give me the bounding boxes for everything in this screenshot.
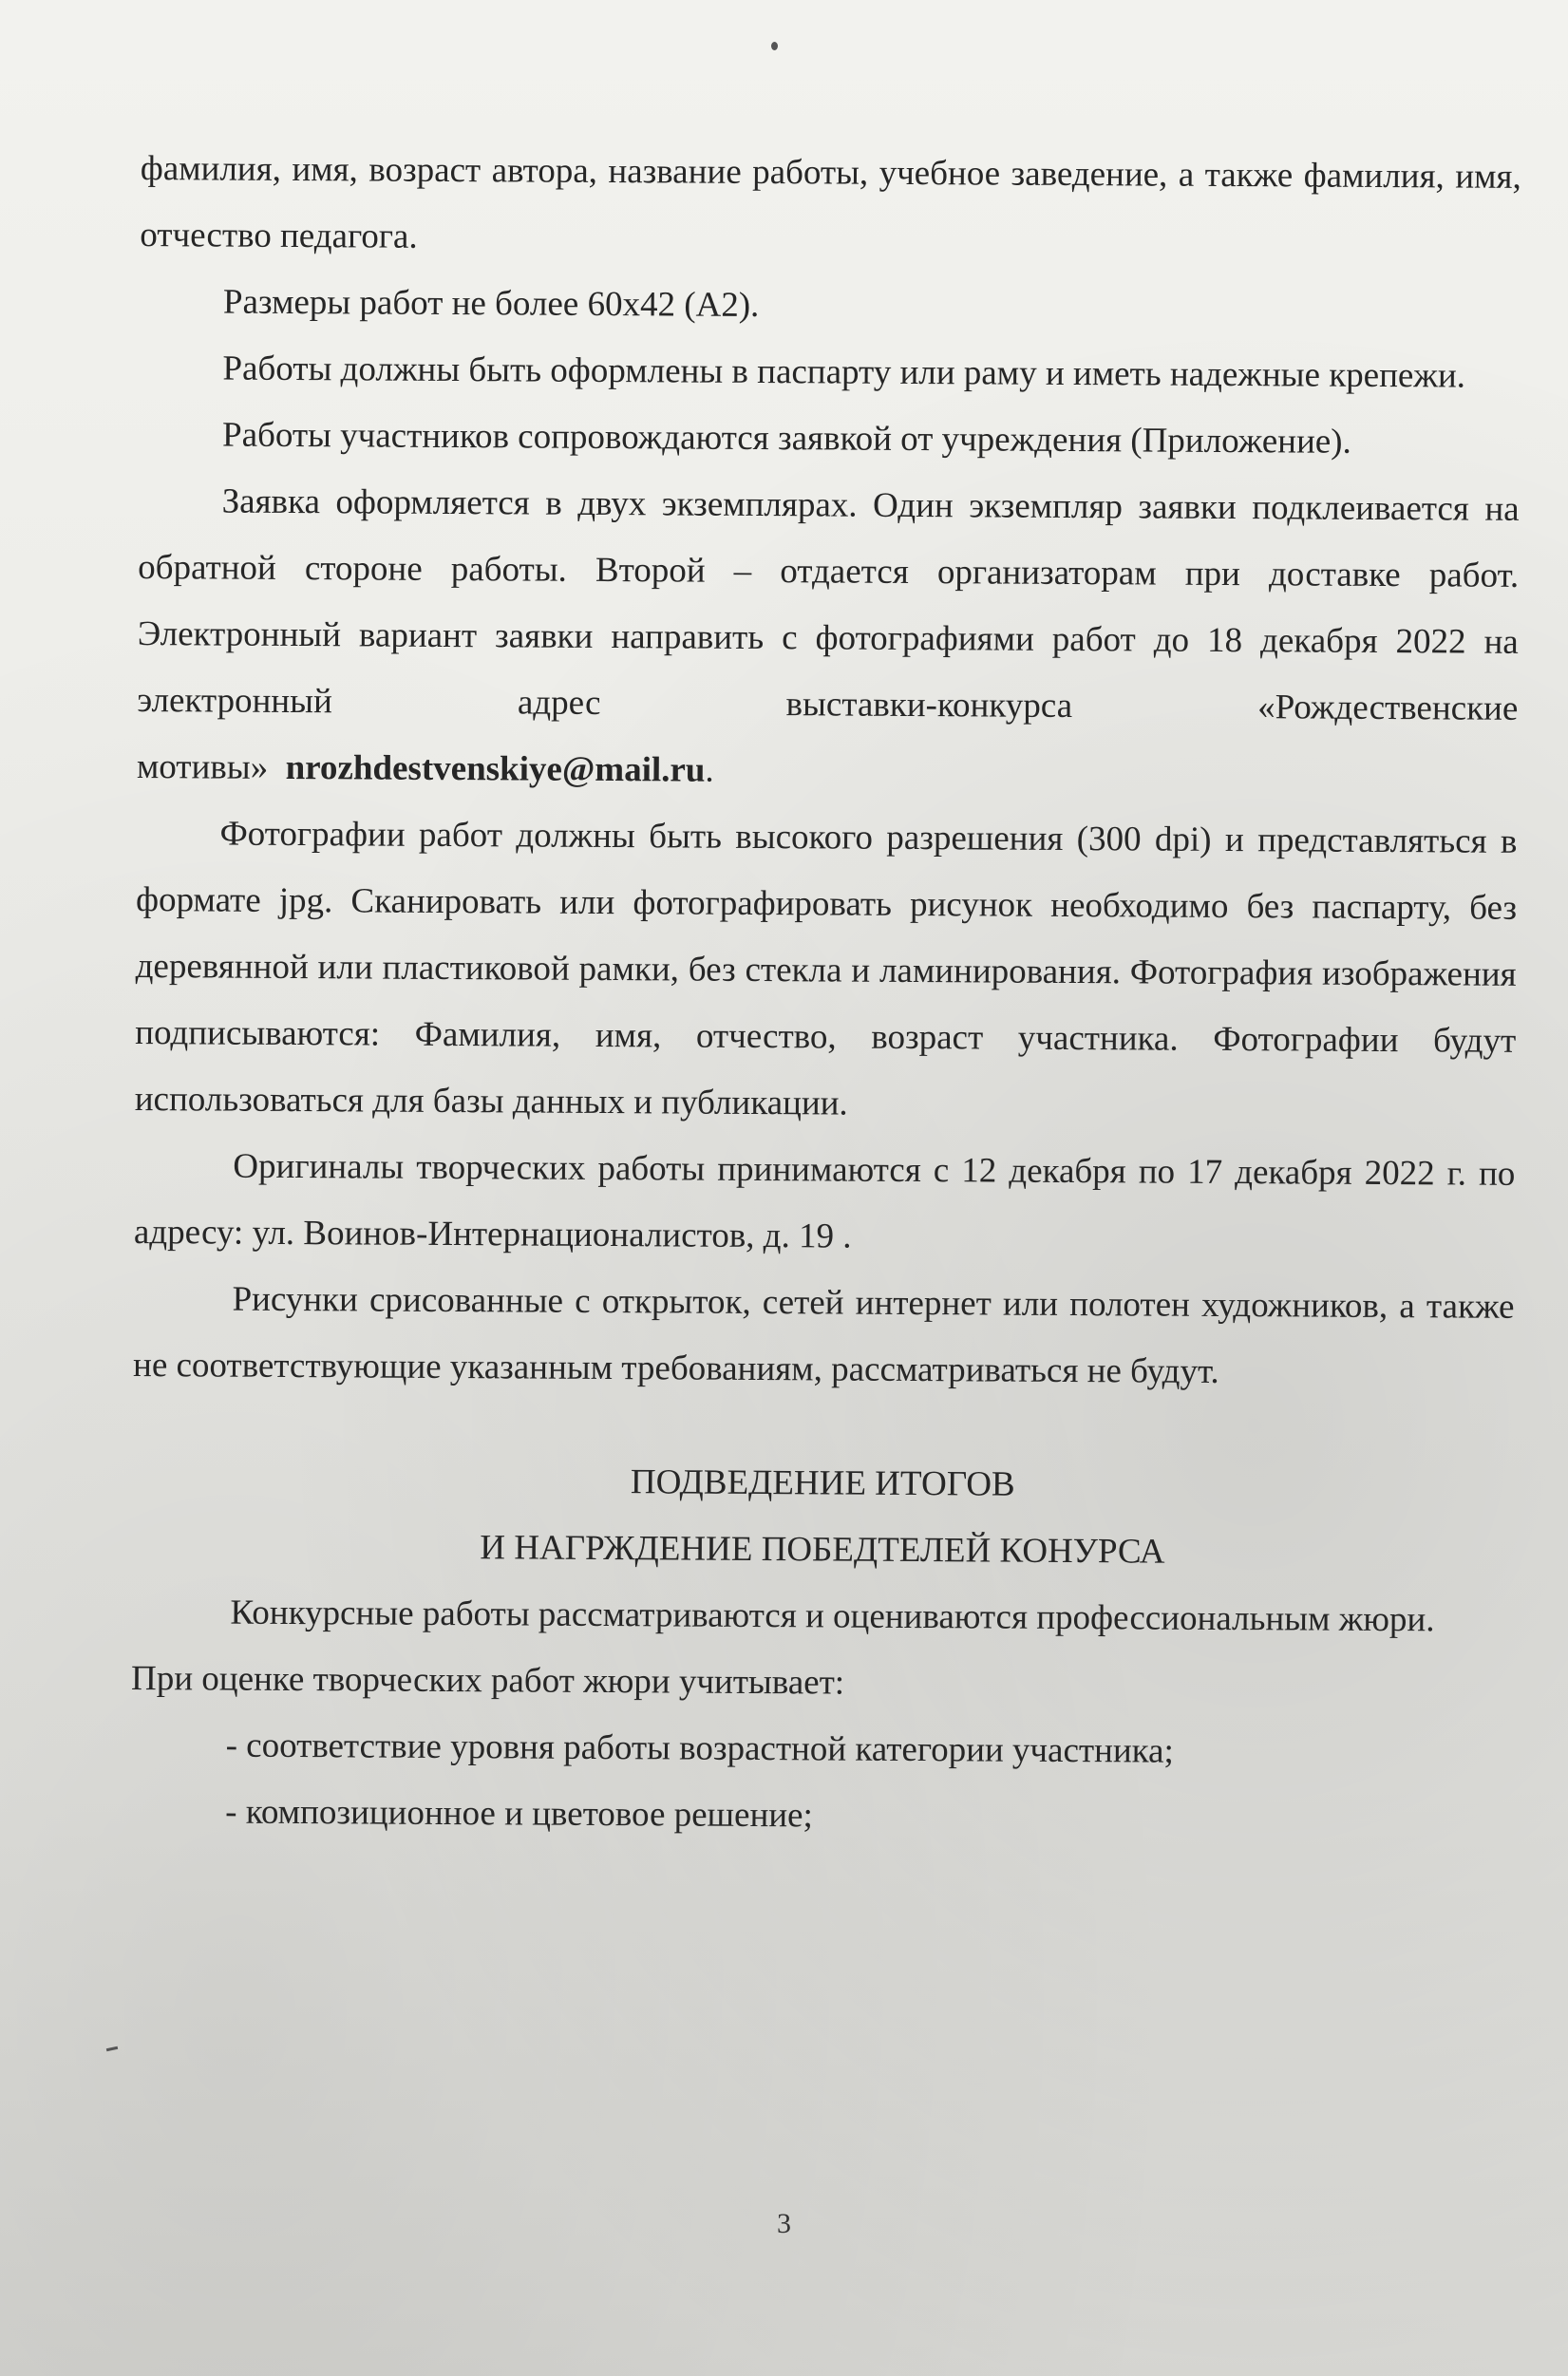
- criteria-item: - композиционное и цветовое решение;: [225, 1792, 813, 1836]
- paragraph-photo-requirements: Фотографии работ должны быть высокого разрешения (300 dpi) и представляться в формате jpg. Сканировать или фотографировать рисунок необходимо без паспарту, без деревянной или пластиковой рамки, без стекла и ламинирования. Фотография изображения подписываются: Фамилия, имя, отчество, возраст участника. Фотографии будут использоваться для базы данных и публикации.: [134, 814, 1518, 1123]
- paragraph-originals: Оригиналы творческих работы принимаются с 12 декабря по 17 декабря 2022 г. по адресу: ул. Воинов-Интернационалистов, д. 19 .: [133, 1146, 1516, 1256]
- paragraph-application: Работы участников сопровождаются заявкой от учреждения (Приложение).: [221, 415, 1351, 462]
- paragraph-jury: Конкурсные работы рассматриваются и оцениваются профессиональным жюри.: [230, 1593, 1435, 1640]
- paragraph-application-copies: [137, 468, 1520, 809]
- paragraph-copied-drawings: Рисунки срисованные с открыток, сетей интернет или полотен художников, а также не соответствующие указанным требованиям, рассматриваться не будут.: [132, 1279, 1515, 1391]
- criteria-lead: При оценке творческих работ жюри учитывает:: [130, 1658, 845, 1703]
- scan-mark: [106, 2046, 118, 2051]
- heading-line-1: ПОДВЕДЕНИЕ ИТОГОВ: [630, 1462, 1015, 1504]
- paragraph-framing: Работы должны быть оформлены в паспарту или раму и иметь надежные крепежи.: [222, 349, 1466, 396]
- application-copies-text: Заявка оформляется в двух экземплярах. Один экземпляр заявки подклеивается на обратной стороне работы. Второй – отдается организаторам при доставке работ. Электронный вариант заявки направить с фотографиями работ до 18 декабря 2022 на электронный адрес выставки-конкурса «Рождественские мотивы»: [136, 481, 1520, 787]
- heading-line-2: И НАГРЖДЕНИЕ ПОБЕДТЕЛЕЙ КОНУРСА: [480, 1528, 1165, 1572]
- criteria-item: - соответствие уровня работы возрастной категории участника;: [225, 1725, 1174, 1771]
- document-body: [130, 136, 1521, 1854]
- paragraph-sizes: Размеры работ не более 60х42 (А2).: [222, 282, 760, 325]
- paragraph-author-info: фамилия, имя, возраст автора, название работы, учебное заведение, а также фамилия, имя, отчество педагога.: [140, 148, 1521, 256]
- contest-email: nrozhdestvenskiye@mail.ru: [285, 747, 706, 790]
- scan-speck: [771, 42, 778, 50]
- email-suffix: .: [705, 750, 714, 790]
- section-heading: [132, 1446, 1514, 1588]
- page-number: 3: [777, 2208, 791, 2239]
